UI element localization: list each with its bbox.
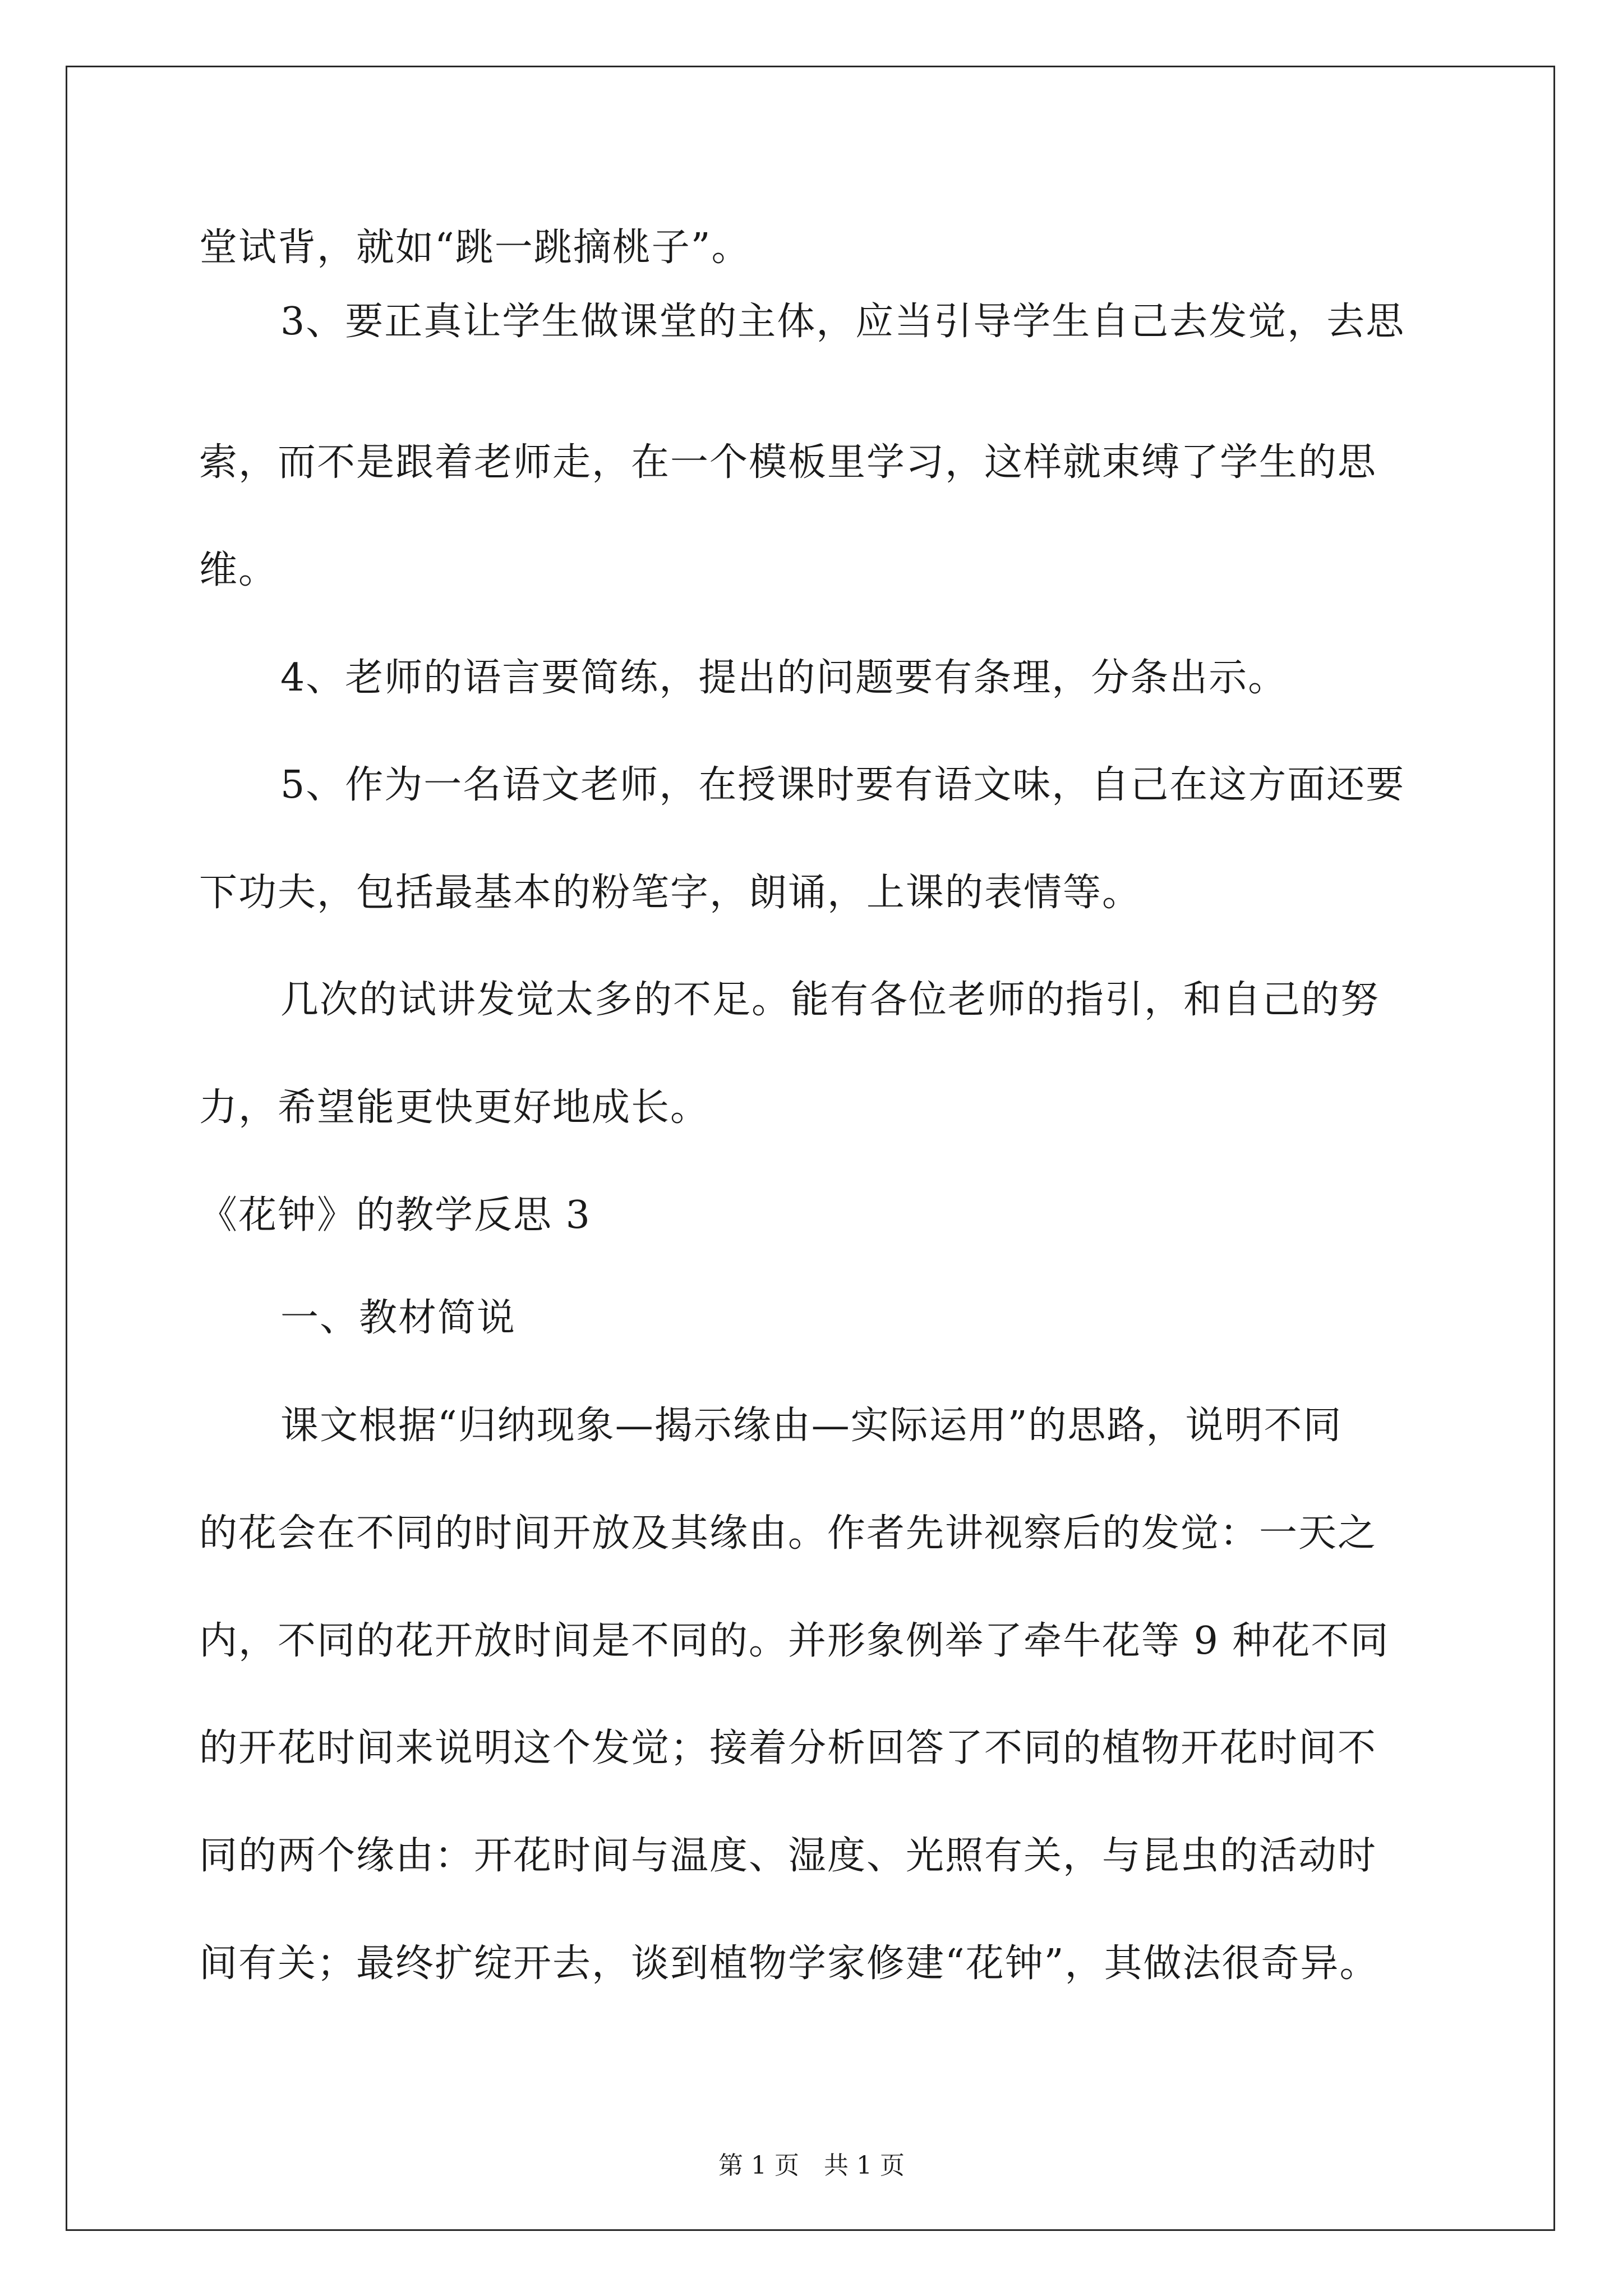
section-heading: 《花钟》的教学反思 3 [199, 1193, 591, 1237]
text-line: 下功夫，包括最基本的粉笔字，朗诵，上课的表情等。 [199, 871, 1142, 915]
text-line: 课文根据“归纳现象—揭示缘由—实际运用”的思路，说明不同 [280, 1404, 1343, 1448]
text-line: 4、老师的语言要简练，提出的问题要有条理，分条出示。 [280, 656, 1288, 700]
text-line: 几次的试讲发觉太多的不足。能有各位老师的指引，和自己的努 [280, 978, 1380, 1022]
text-line: 维。 [199, 548, 278, 592]
text-line: 索，而不是跟着老师走，在一个模板里学习，这样就束缚了学生的思 [199, 440, 1377, 485]
text-line: 堂试背，就如“跳一跳摘桃子”。 [199, 226, 751, 270]
text-line: 的花会在不同的时间开放及其缘由。作者先讲视察后的发觉：一天之 [199, 1511, 1377, 1556]
text-line: 的开花时间来说明这个发觉；接着分析回答了不同的植物开花时间不 [199, 1726, 1377, 1770]
text-line: 力，希望能更快更好地成长。 [199, 1085, 710, 1130]
page-border [66, 66, 1555, 2231]
text-line: 内，不同的花开放时间是不同的。并形象例举了牵牛花等 9 种花不同 [199, 1619, 1390, 1663]
subsection-heading: 一、教材简说 [280, 1296, 517, 1340]
page-number-footer: 第 1 页 共 1 页 [718, 2151, 905, 2180]
text-line: 3、要正真让学生做课堂的主体，应当引导学生自己去发觉，去思 [280, 300, 1405, 344]
text-line: 间有关；最终扩绽开去，谈到植物学家修建“花钟”，其做法很奇异。 [199, 1941, 1379, 1986]
text-line: 5、作为一名语文老师，在授课时要有语文味，自己在这方面还要 [280, 763, 1405, 807]
text-line: 同的两个缘由：开花时间与温度、湿度、光照有关，与昆虫的活动时 [199, 1834, 1377, 1878]
